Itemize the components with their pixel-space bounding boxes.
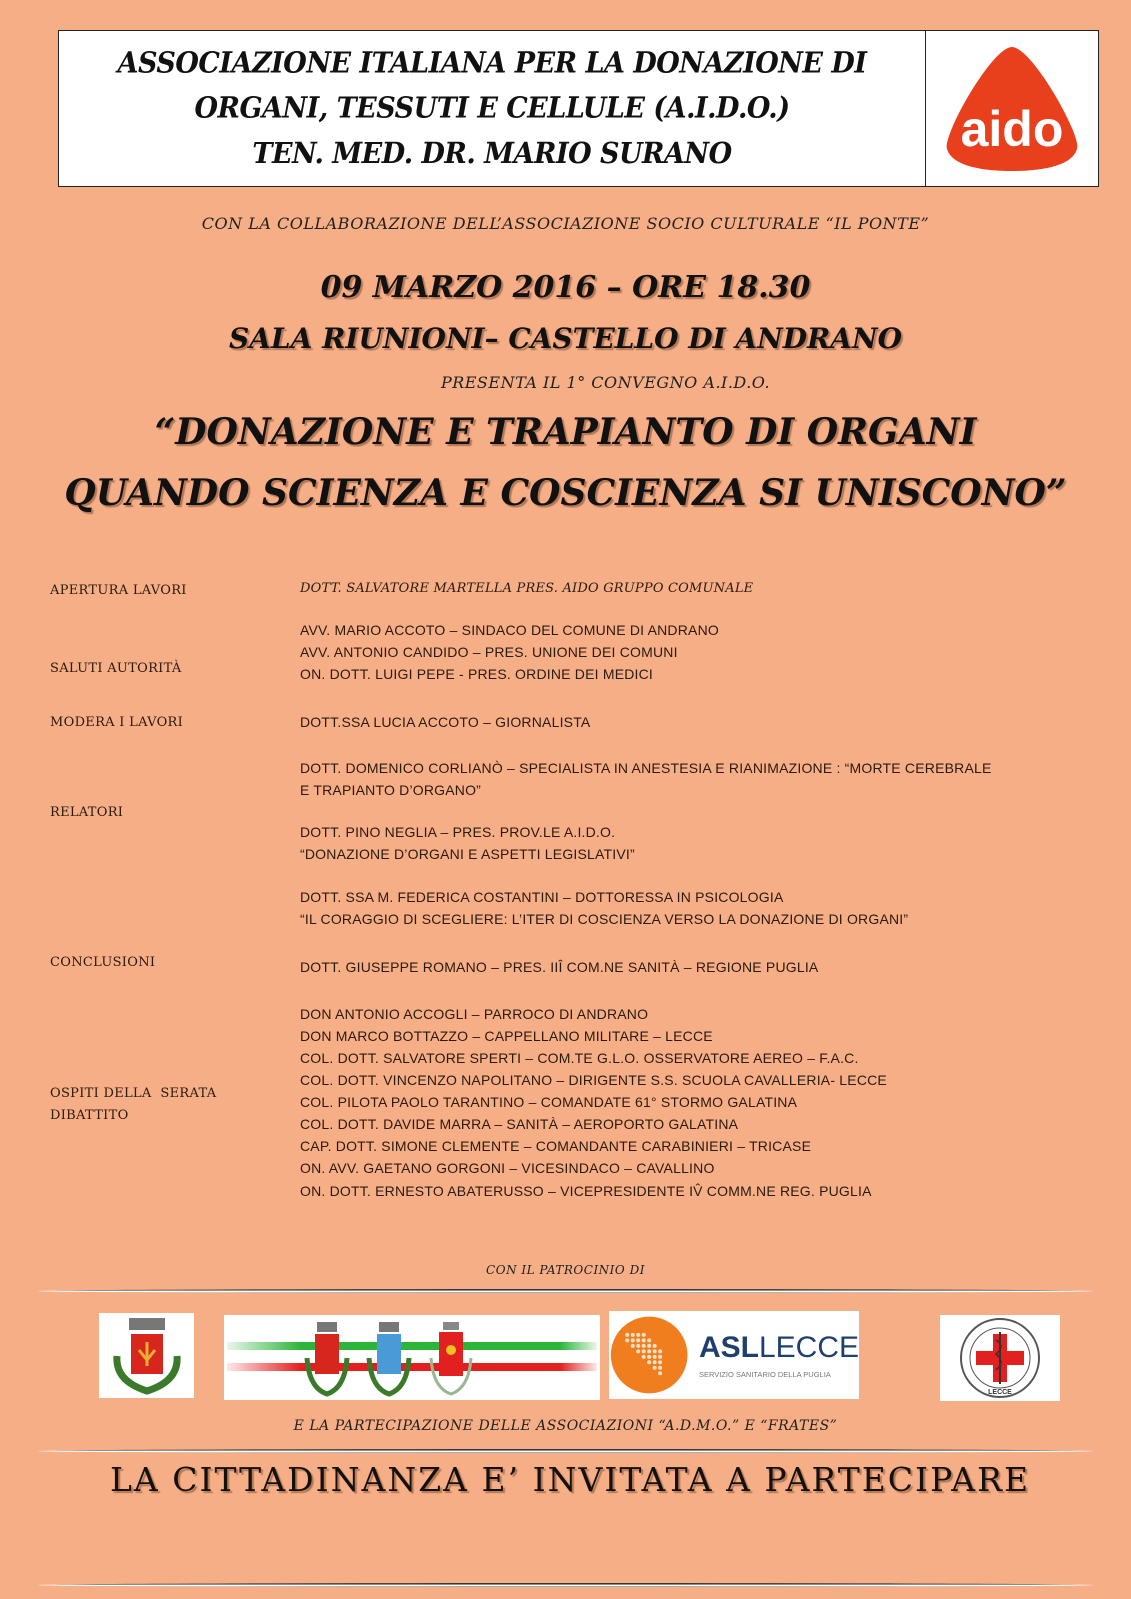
program-line: AVV. ANTONIO CANDIDO – PRES. UNIONE DEI COMUNI xyxy=(300,644,678,660)
omceo-lecce-logo xyxy=(940,1315,1060,1401)
asl-text-block xyxy=(699,1332,859,1379)
patronage-label: CON IL PATROCINIO DI xyxy=(486,1263,645,1277)
program-line: ON. AVV. GAETANO GORGONI – VICESINDACO – CAVALLINO xyxy=(300,1160,715,1176)
program-line: AVV. MARIO ACCOTO – SINDACO DEL COMUNE DI ANDRANO xyxy=(300,622,719,638)
program-line: DOTT. GIUSEPPE ROMANO – PRES. IIÎ COM.NE SANITÀ – REGIONE PUGLIA xyxy=(300,959,819,975)
invitation-text: LA CITTADINANZA E’ INVITATA A PARTECIPARE xyxy=(110,1460,1031,1499)
program-line: CAP. DOTT. SIMONE CLEMENTE – COMANDANTE CARABINIERI – TRICASE xyxy=(300,1138,812,1154)
divider xyxy=(38,1583,1093,1587)
header-title xyxy=(59,25,925,192)
asl-light-text: LECCE xyxy=(758,1330,859,1364)
municipal-crests-icon xyxy=(227,1318,597,1398)
asl-bold-text: ASL xyxy=(698,1330,759,1364)
medical-cross-icon xyxy=(958,1316,1042,1400)
program-line: “DONAZIONE D’ORGANI E ASPETTI LEGISLATIVI” xyxy=(300,846,635,862)
coat-of-arms-icon xyxy=(107,1316,187,1396)
program-line: DOTT. PINO NEGLIA – PRES. PROV.LE A.I.D.O. xyxy=(300,824,616,840)
asl-circle-icon xyxy=(609,1311,693,1399)
program-line: ON. DOTT. LUIGI PEPE - PRES. ORDINE DEI MEDICI xyxy=(300,666,654,682)
program-line: “IL CORAGGIO DI SCEGLIERE: L’ITER DI COSCIENZA VERSO LA DONAZIONE DI ORGANI” xyxy=(300,911,909,927)
asl-lecce-logo xyxy=(609,1311,859,1399)
program-line: COL. DOTT. DAVIDE MARRA – SANITÀ – AEROPORTO GALATINA xyxy=(300,1116,739,1132)
program-label: OSPITI DELLA SERATA DIBATTITO xyxy=(50,1086,217,1123)
program-line: DOTT.SSA LUCIA ACCOTO – GIORNALISTA xyxy=(300,714,591,730)
divider xyxy=(38,1449,1093,1453)
aido-logo xyxy=(925,31,1098,186)
collaboration-line: CON LA COLLABORAZIONE DELL’ASSOCIAZIONE SOCIO CULTURALE “IL PONTE” xyxy=(201,214,930,233)
event-date-time: 09 MARZO 2016 – ORE 18.30 xyxy=(320,270,811,305)
program-line: DON MARCO BOTTAZZO – CAPPELLANO MILITARE – LECCE xyxy=(300,1028,713,1044)
asl-subtitle: SERVIZIO SANITARIO DELLA PUGLIA xyxy=(698,1369,831,1379)
program-label: CONCLUSIONI xyxy=(50,955,156,970)
program-line: ON. DOTT. ERNESTO ABATERUSSO – VICEPRESIDENTE IV̂ COMM.NE REG. PUGLIA xyxy=(300,1183,872,1199)
presents-line: PRESENTA IL 1° CONVEGNO A.I.D.O. xyxy=(440,373,771,392)
program-line: E TRAPIANTO D’ORGANO” xyxy=(300,782,482,798)
andrano-coat-of-arms xyxy=(99,1313,194,1398)
program-line: DOTT. DOMENICO CORLIANÒ – SPECIALISTA IN ANESTESIA E RIANIMAZIONE : “MORTE CEREBRALE xyxy=(300,760,992,776)
omceo-city-text: LECCE xyxy=(988,1389,1012,1396)
program-line: COL. DOTT. VINCENZO NAPOLITANO – DIRIGENTE S.S. SCUOLA CAVALLERIA- LECCE xyxy=(300,1072,887,1088)
event-venue: SALA RIUNIONI– CASTELLO DI ANDRANO xyxy=(228,322,903,355)
aido-logo-text: aido xyxy=(960,101,1064,157)
header-box xyxy=(58,30,1099,187)
aido-drop-icon xyxy=(937,41,1087,176)
program-line: DON ANTONIO ACCOGLI – PARROCO DI ANDRANO xyxy=(300,1006,649,1022)
program-label: SALUTI AUTORITÀ xyxy=(50,661,182,676)
program-line: COL. DOTT. SALVATORE SPERTI – COM.TE G.L.O. OSSERVATORE AEREO – F.A.C. xyxy=(300,1050,859,1066)
program-label: RELATORI xyxy=(50,805,124,820)
event-title-line-1: “DONAZIONE E TRAPIANTO DI ORGANI xyxy=(154,411,977,453)
header-line: TEN. MED. DR. MARIO SURANO xyxy=(252,136,732,171)
program-label: APERTURA LAVORI xyxy=(50,583,187,598)
program-line: DOTT. SALVATORE MARTELLA PRES. AIDO GRUPPO COMUNALE xyxy=(300,581,754,596)
program-line: COL. PILOTA PAOLO TARANTINO – COMANDATE 61° STORMO GALATINA xyxy=(300,1094,798,1110)
program-line: DOTT. SSA M. FEDERICA COSTANTINI – DOTTORESSA IN PSICOLOGIA xyxy=(300,889,784,905)
header-line: ASSOCIAZIONE ITALIANA PER LA DONAZIONE DI xyxy=(117,45,867,80)
participation-line: E LA PARTECIPAZIONE DELLE ASSOCIAZIONI “A.D.M.O.” E “FRATES” xyxy=(293,1418,838,1434)
event-title-line-2: QUANDO SCIENZA E COSCIENZA SI UNISCONO” xyxy=(64,472,1067,514)
divider xyxy=(38,1289,1093,1293)
header-line: ORGANI, TESSUTI E CELLULE (A.I.D.O.) xyxy=(194,91,790,125)
program-label: MODERA I LAVORI xyxy=(50,715,184,730)
municipalities-banner xyxy=(224,1315,600,1400)
